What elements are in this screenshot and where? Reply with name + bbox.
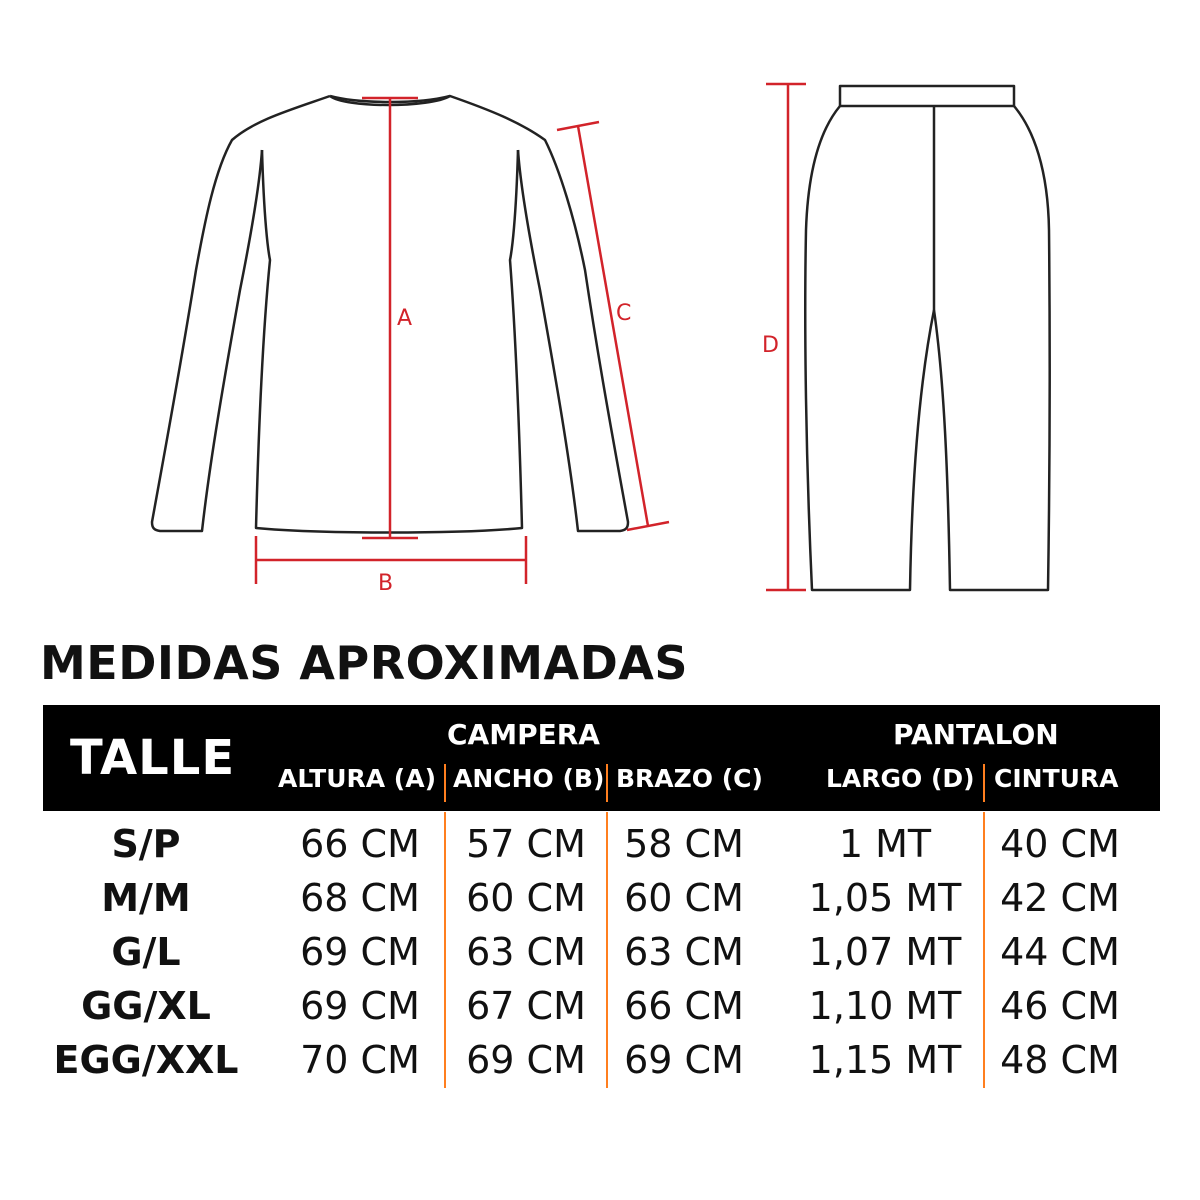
- header-separator: [983, 764, 985, 802]
- label-a: A: [397, 306, 413, 331]
- brazo-cell: 63 CM: [624, 930, 744, 974]
- table-row: [0, 871, 1200, 925]
- altura-cell: 69 CM: [300, 984, 420, 1028]
- campera-group-header: CAMPERA: [447, 718, 600, 751]
- largo-cell: 1,15 MT: [808, 1038, 962, 1082]
- column-header-brazo: BRAZO (C): [616, 764, 763, 793]
- label-d: D: [762, 333, 779, 358]
- brazo-cell: 66 CM: [624, 984, 744, 1028]
- ancho-cell: 67 CM: [466, 984, 586, 1028]
- altura-cell: 68 CM: [300, 876, 420, 920]
- measurement-lines: [256, 84, 806, 590]
- size-cell: GG/XL: [81, 984, 211, 1028]
- brazo-cell: 69 CM: [624, 1038, 744, 1082]
- column-header-ancho: ANCHO (B): [453, 764, 605, 793]
- talle-header: TALLE: [70, 730, 236, 786]
- largo-cell: 1,07 MT: [808, 930, 962, 974]
- size-cell: M/M: [101, 876, 191, 920]
- cintura-cell: 44 CM: [1000, 930, 1120, 974]
- table-row: [0, 1033, 1200, 1087]
- ancho-cell: 63 CM: [466, 930, 586, 974]
- size-cell: EGG/XXL: [53, 1038, 239, 1082]
- column-header-largo: LARGO (D): [826, 764, 975, 793]
- size-cell: S/P: [111, 822, 181, 866]
- table-row: [0, 817, 1200, 871]
- brazo-cell: 58 CM: [624, 822, 744, 866]
- page-title: MEDIDAS APROXIMADAS: [40, 636, 688, 690]
- ancho-cell: 60 CM: [466, 876, 586, 920]
- header-separator: [606, 764, 608, 802]
- cintura-cell: 42 CM: [1000, 876, 1120, 920]
- column-header-altura: ALTURA (A): [278, 764, 436, 793]
- cintura-cell: 48 CM: [1000, 1038, 1120, 1082]
- cintura-cell: 40 CM: [1000, 822, 1120, 866]
- cintura-cell: 46 CM: [1000, 984, 1120, 1028]
- largo-cell: 1,05 MT: [808, 876, 962, 920]
- label-c: C: [616, 301, 632, 326]
- largo-cell: 1 MT: [838, 822, 932, 866]
- header-separator: [444, 764, 446, 802]
- brazo-cell: 60 CM: [624, 876, 744, 920]
- pantalon-group-header: PANTALON: [893, 718, 1059, 751]
- table-row: [0, 925, 1200, 979]
- pants-outline: [805, 86, 1049, 590]
- size-cell: G/L: [111, 930, 181, 974]
- ancho-cell: 69 CM: [466, 1038, 586, 1082]
- label-b: B: [378, 571, 394, 596]
- ancho-cell: 57 CM: [466, 822, 586, 866]
- column-header-cintura: CINTURA: [994, 764, 1119, 793]
- table-row: [0, 979, 1200, 1033]
- altura-cell: 66 CM: [300, 822, 420, 866]
- altura-cell: 69 CM: [300, 930, 420, 974]
- largo-cell: 1,10 MT: [808, 984, 962, 1028]
- altura-cell: 70 CM: [300, 1038, 420, 1082]
